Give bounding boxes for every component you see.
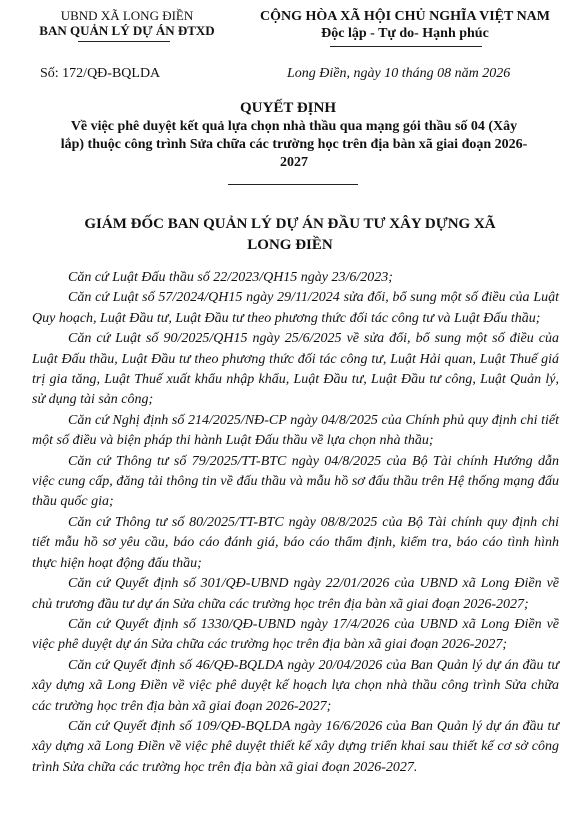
legal-basis-paragraph: Căn cứ Nghị định số 214/2025/NĐ-CP ngày 04/8/2025 của Chính phủ quy định chi tiết một số điều và biện pháp thi hành Luật Đấu thầu về lựa chọn nhà thầu;: [32, 412, 559, 449]
subject-divider: [228, 184, 358, 185]
document-subject: Về việc phê duyệt kết quả lựa chọn nhà thầu qua mạng gói thầu số 04 (Xây lắp) thuộc công trình Sửa chữa các trường học trên địa bàn xã giai đoạn 2026-2027: [60, 119, 528, 170]
agency-parent: UBND XÃ LONG ĐIỀN: [60, 8, 194, 23]
country-name: CỘNG HÒA XÃ HỘI CHỦ NGHĨA VIỆT NAM: [259, 9, 550, 24]
motto: Độc lập - Tự do- Hạnh phúc: [321, 26, 489, 41]
issuer-title: GIÁM ĐỐC BAN QUẢN LÝ DỰ ÁN ĐẦU TƯ XÂY DỰNG XÃ LONG ĐIỀN: [84, 216, 496, 253]
agency-underline: [78, 41, 170, 42]
legal-basis-paragraph: Căn cứ Quyết định số 109/QĐ-BQLDA ngày 16/6/2026 của Ban Quản lý dự án đầu tư xây dựng xã Long Điền về việc phê duyệt thiết kế xây dựng triển khai sau thiết kế cơ sở công trình Sửa chữa các trường học trên địa bàn xã giai đoạn 2026-2027.: [32, 718, 559, 775]
legal-basis-paragraph: Căn cứ Luật số 90/2025/QH15 ngày 25/6/2025 về sửa đổi, bổ sung một số điều của Luật Đấu thầu, Luật Đầu tư theo phương thức đối tác công tư, Luật Hải quan, Luật Thuế giá trị gia tăng, Luật Thuế xuất khẩu nhập khẩu, Luật Đầu tư, Luật Đầu tư công, Luật Quản lý, sử dụng tài sản công;: [32, 331, 559, 408]
agency-name: BAN QUẢN LÝ DỰ ÁN ĐTXD: [39, 23, 215, 38]
legal-basis-paragraph: Căn cứ Thông tư số 80/2025/TT-BTC ngày 08/8/2025 của Bộ Tài chính quy định chi tiết mẫu hồ sơ yêu cầu, báo cáo đánh giá, báo cáo thẩm định, kiểm tra, báo cáo tình hình thực hiện hoạt động đấu thầu;: [32, 514, 559, 571]
legal-bases: [32, 268, 559, 778]
document-title: QUYẾT ĐỊNH: [240, 100, 336, 116]
place-date: Long Điền, ngày 10 tháng 08 năm 2026: [287, 66, 511, 81]
legal-basis-paragraph: Căn cứ Quyết định số 46/QĐ-BQLDA ngày 20/04/2026 của Ban Quản lý dự án đầu tư xây dựng xã Long Điền về việc phê duyệt kế hoạch lựa chọn nhà thầu công trình Sửa chữa các trường học trên địa bàn xã giai đoạn 2026-2027;: [32, 657, 559, 714]
document-header: [0, 8, 576, 54]
document-number: Số: 172/QĐ-BQLDA: [40, 66, 161, 81]
legal-basis-paragraph: Căn cứ Luật Đấu thầu số 22/2023/QH15 ngày 23/6/2023;: [68, 270, 393, 285]
national-heading: [240, 8, 570, 42]
legal-basis-paragraph: Căn cứ Quyết định số 301/QĐ-UBND ngày 22/01/2026 của UBND xã Long Điền về chủ trương đầu tư dự án Sửa chữa các trường học trên địa bàn xã giai đoạn 2026-2027;: [32, 576, 559, 612]
motto-underline: [330, 46, 482, 47]
document-meta: [0, 66, 576, 86]
issuing-agency: [12, 8, 242, 38]
legal-basis-paragraph: Căn cứ Thông tư số 79/2025/TT-BTC ngày 04/8/2025 của Bộ Tài chính Hướng dẫn việc cung cấp, đăng tải thông tin về đấu thầu và mẫu hồ sơ đấu thầu trên Hệ thống mạng đấu thầu quốc gia;: [32, 453, 559, 510]
legal-basis-paragraph: Căn cứ Quyết định số 1330/QĐ-UBND ngày 17/4/2026 của UBND xã Long Điền về việc phê duyệt dự án Sửa chữa các trường học trên địa bàn xã giai đoạn 2026-2027;: [32, 616, 559, 653]
legal-basis-paragraph: Căn cứ Luật số 57/2024/QH15 ngày 29/11/2024 sửa đổi, bổ sung một số điều của Luật Quy hoạch, Luật Đầu tư, Luật Đầu tư theo phương thức đối tác công tư và Luật Đấu thầu;: [32, 290, 559, 326]
